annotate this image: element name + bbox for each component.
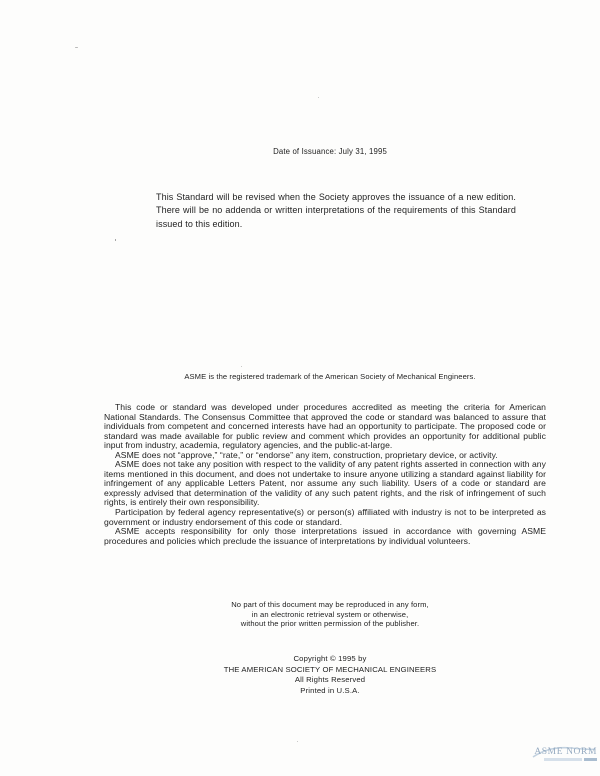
watermark-text: ASME NORM: [534, 747, 597, 757]
asme-norm-watermark: [531, 747, 597, 769]
reproduction-notice: [110, 600, 550, 629]
date-of-issuance: Date of Issuance: July 31, 1995: [273, 147, 387, 156]
scan-speck: [75, 47, 78, 48]
scan-speck: [115, 239, 116, 241]
scan-speck: [318, 97, 319, 98]
legal-paragraph-no-endorsement: ASME does not “approve,” “rate,” or “endorse” any item, construction, proprietary device, or activity.: [115, 449, 498, 460]
copyright-year-line: Copyright © 1995 by: [293, 654, 367, 663]
legal-paragraph-interpretations: ASME accepts responsibility for only those interpretations issued in accordance with governing ASME procedures and policies which preclude the issuance of interpretations by individual volunteers.: [104, 526, 546, 546]
reproduction-notice-line: without the prior written permission of the publisher.: [240, 619, 420, 629]
legal-paragraph-accreditation: This code or standard was developed under procedures accredited as meeting the criteria for American National Standards. The Consensus Committee that approved the code or standard was balanced to assure that individuals from competent and concerned interests have had an opportunity to participate. The proposed code or standard was made available for public review and comment which provides an opportunity for additional public input from industry, academia, regulatory agencies, and the public-at-large.: [104, 402, 546, 451]
printed-in-usa-line: Printed in U.S.A.: [300, 685, 360, 695]
scan-speck: [297, 741, 298, 742]
scan-speck: [241, 366, 242, 367]
trademark-statement: ASME is the registered trademark of the American Society of Mechanical Engineers.: [184, 372, 476, 381]
copyright-block: [110, 654, 550, 696]
watermark-subline-segment: [544, 758, 582, 761]
revision-notice: This Standard will be revised when the Society approves the issuance of a new edition. There will be no addenda or written interpretations of the requirements of this Standard issued to this edition.: [156, 192, 516, 229]
legal-paragraph-patent-rights: ASME does not take any position with respect to the validity of any patent rights asserted in connection with any items mentioned in this document, and does not undertake to insure anyone utilizing a standard against liability for infringement of any applicable Letters Patent, nor assume any such liability. Users of a code or standard are expressly advised that determination of the validity of any such patent rights, and the risk of infringement of such rights, is entirely their own responsibility.: [104, 459, 546, 508]
rights-reserved-line: All Rights Reserved: [294, 675, 366, 684]
legal-paragraph-federal-participation: Participation by federal agency representative(s) or person(s) affiliated with industry is not to be interpreted as government or industry endorsement of this code or standard.: [104, 507, 546, 527]
publisher-name-line: THE AMERICAN SOCIETY OF MECHANICAL ENGINEERS: [223, 664, 437, 674]
legal-disclaimer-block: [104, 403, 546, 546]
reproduction-notice-line: in an electronic retrieval system or otherwise,: [251, 609, 409, 619]
watermark-subline: [531, 758, 597, 761]
reproduction-notice-line: No part of this document may be reproduced in any form,: [231, 600, 429, 609]
watermark-subline-segment: [584, 758, 597, 761]
